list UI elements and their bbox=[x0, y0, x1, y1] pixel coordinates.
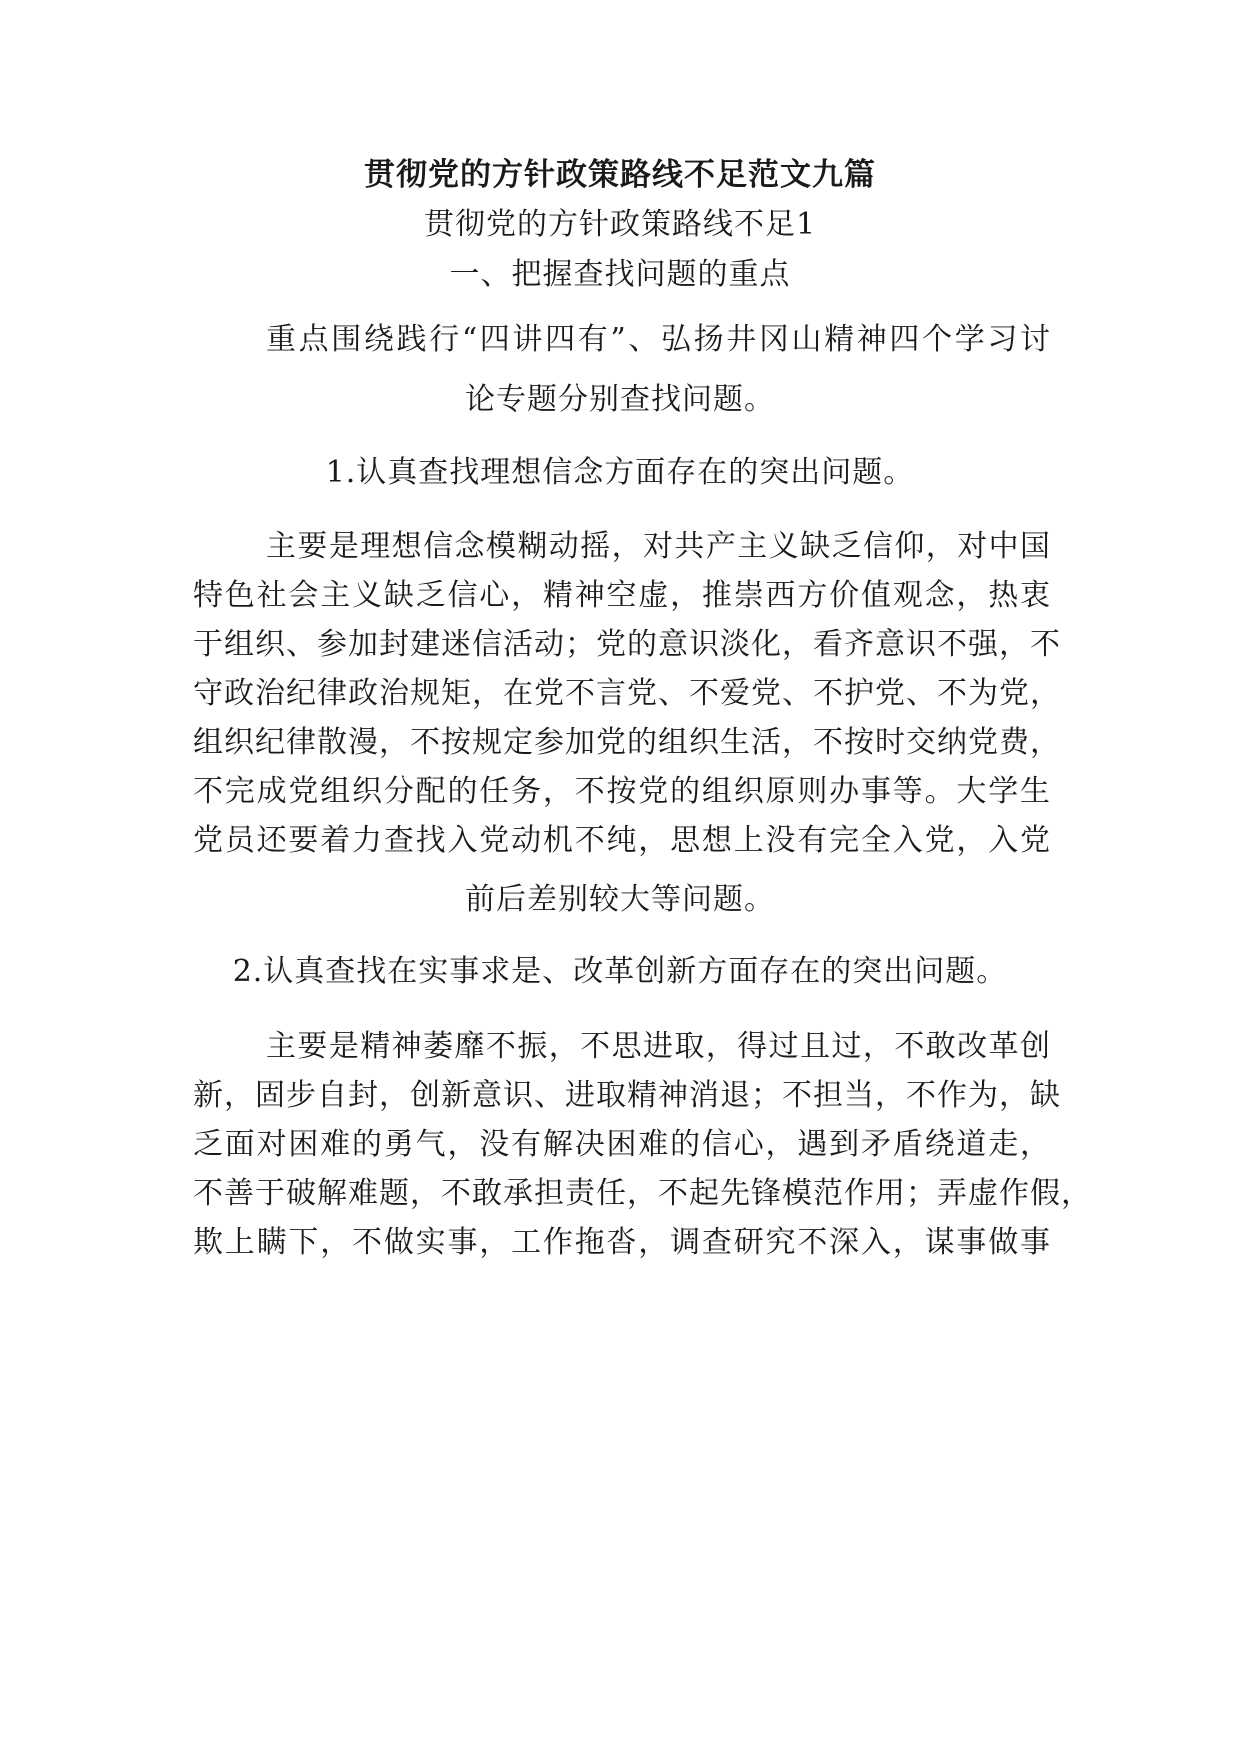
item2-line: 乏面对困难的勇气，没有解决困难的信心，遇到矛盾绕道走， bbox=[193, 1127, 1051, 1162]
document-subtitle: 贯彻党的方针政策路线不足1 bbox=[423, 207, 817, 242]
item2-heading: 2.认真查找在实事求是、改革创新方面存在的突出问题。 bbox=[232, 954, 1008, 989]
item2-line: 主要是精神萎靡不振，不思进取，得过且过，不敢改革创 bbox=[266, 1029, 1051, 1064]
item1-line: 组织纪律散漫，不按规定参加党的组织生活，不按时交纳党费， bbox=[193, 725, 1061, 760]
item2-line: 新，固步自封，创新意识、进取精神消退；不担当，不作为，缺 bbox=[193, 1078, 1061, 1113]
item2-line: 不善于破解难题，不敢承担责任，不起先锋模范作用；弄虚作假， bbox=[193, 1176, 1092, 1211]
intro-line: 重点围绕践行“四讲四有”、弘扬井冈山精神四个学习讨 bbox=[266, 322, 1051, 357]
item1-line: 党员还要着力查找入党动机不纯，思想上没有完全入党，入党 bbox=[193, 823, 1051, 858]
item1-line: 不完成党组织分配的任务，不按党的组织原则办事等。大学生 bbox=[193, 774, 1051, 809]
item2-line: 欺上瞒下，不做实事，工作拖沓，调查研究不深入，谋事做事 bbox=[193, 1225, 1051, 1260]
item1-line: 守政治纪律政治规矩，在党不言党、不爱党、不护党、不为党， bbox=[193, 676, 1061, 711]
item1-line: 前后差别较大等问题。 bbox=[465, 882, 775, 917]
intro-line: 论专题分别查找问题。 bbox=[465, 382, 775, 417]
section-heading: 一、把握查找问题的重点 bbox=[449, 257, 791, 292]
item1-line: 于组织、参加封建迷信活动；党的意识淡化，看齐意识不强，不 bbox=[193, 627, 1061, 662]
document-title: 贯彻党的方针政策路线不足范文九篇 bbox=[364, 157, 876, 193]
item1-line: 特色社会主义缺乏信心，精神空虚，推崇西方价值观念，热衷 bbox=[193, 578, 1051, 613]
item1-heading: 1.认真查找理想信念方面存在的突出问题。 bbox=[325, 455, 915, 490]
item1-line: 主要是理想信念模糊动摇，对共产主义缺乏信仰，对中国 bbox=[266, 529, 1051, 564]
